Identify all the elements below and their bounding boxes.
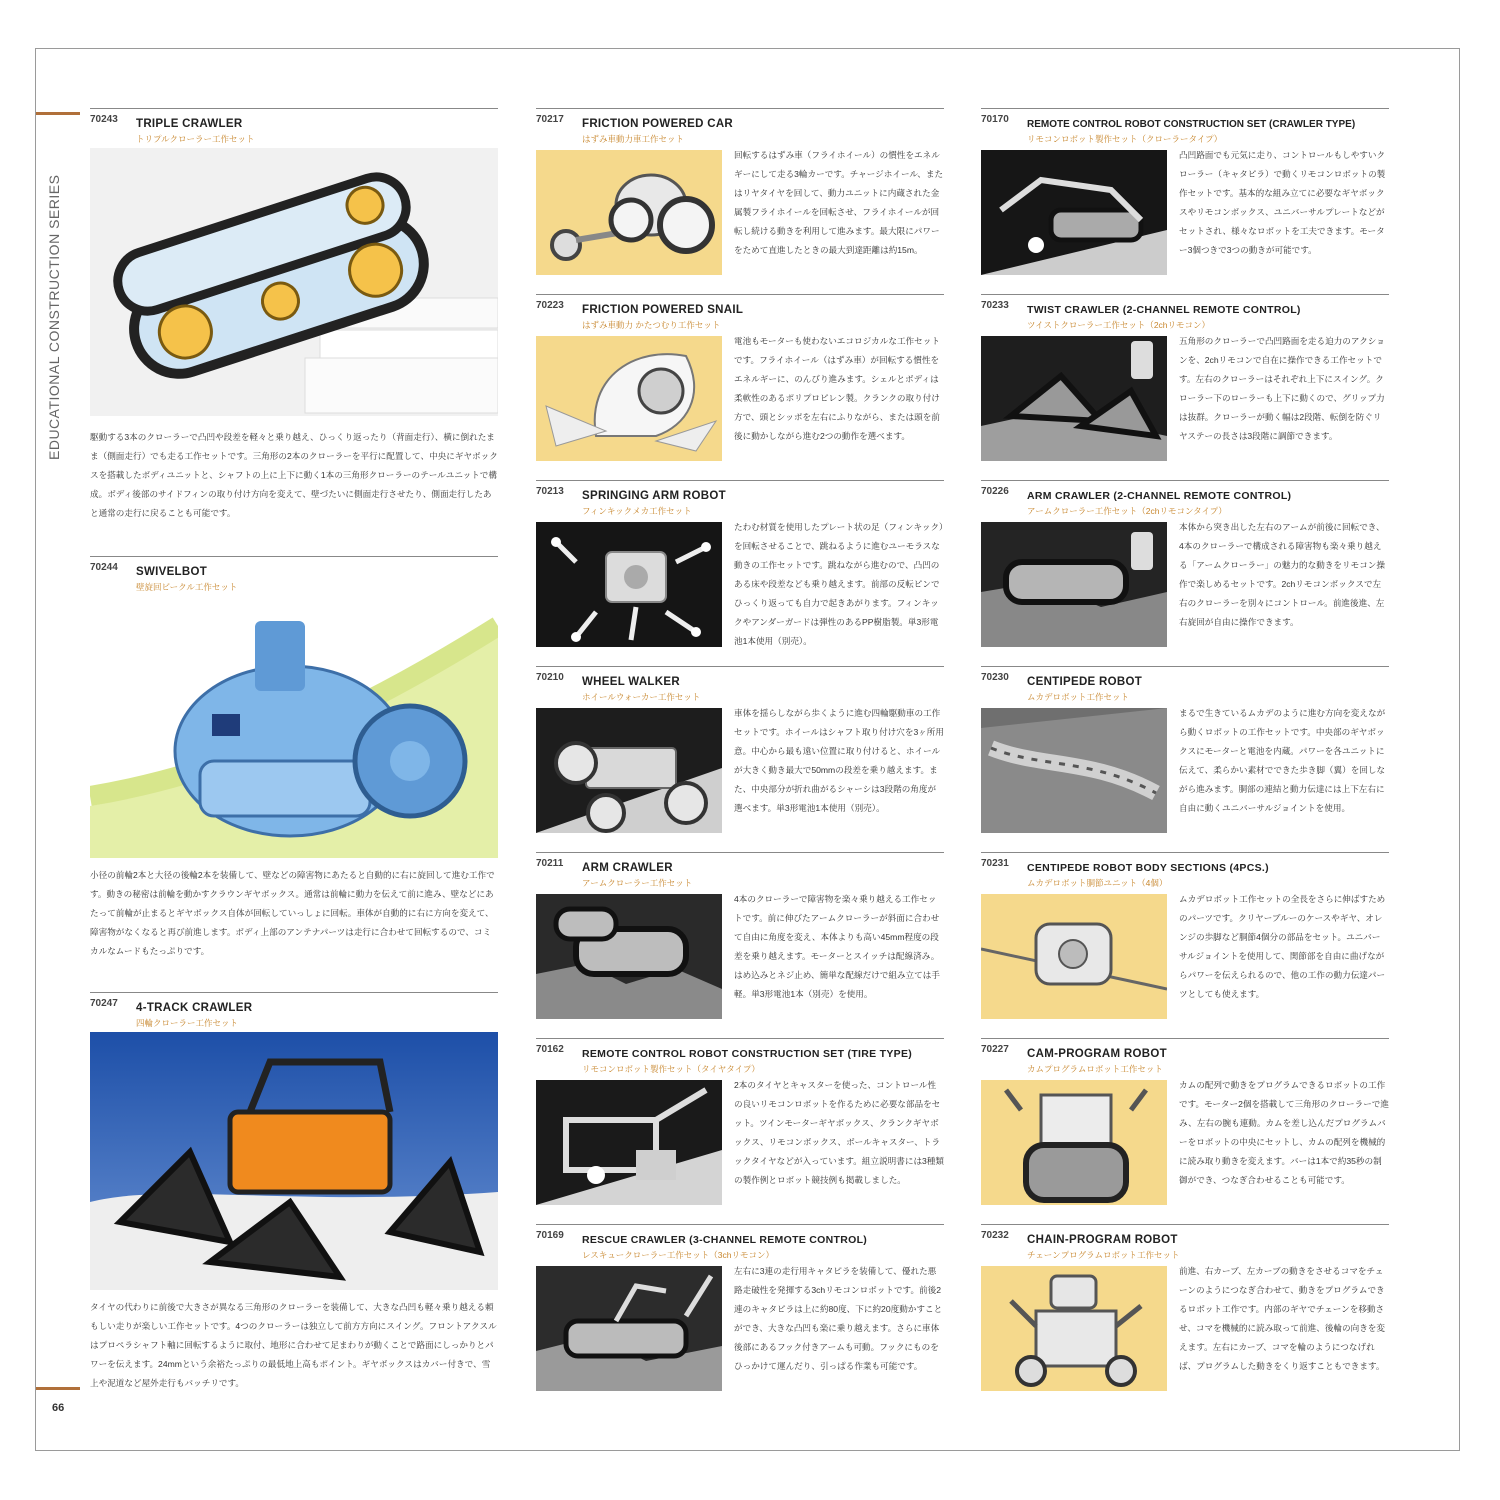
product-photo-springing-arm-robot bbox=[536, 522, 722, 647]
product-name: CENTIPEDE ROBOT BODY SECTIONS (4PCS.) bbox=[1027, 862, 1269, 874]
product-entry-arm-crawler-rc bbox=[981, 480, 1389, 516]
product-photo-friction-powered-car bbox=[536, 150, 722, 275]
product-entry-friction-powered-snail bbox=[536, 294, 944, 330]
product-entry-chain-program-robot bbox=[981, 1224, 1389, 1260]
product-name: 4-TRACK CRAWLER bbox=[136, 1002, 253, 1014]
product-name: SPRINGING ARM ROBOT bbox=[582, 490, 726, 502]
product-subtitle: フィンキックメカ工作セット bbox=[582, 506, 692, 516]
product-name: WHEEL WALKER bbox=[582, 676, 680, 688]
product-description: 回転するはずみ車（フライホイール）の慣性をエネルギーにして走る3輪カーです。チャージホイール、またはリヤタイヤを回して、動力ユニットに内蔵された金属製フライホイールを回転させ、フライホイールが回転し続ける動きを利用して進みます。最大限にパワーをためて直進したときの最大到達距離は約15m。 bbox=[734, 150, 944, 255]
product-code: 70227 bbox=[981, 1044, 1009, 1055]
product-photo-triple-crawler bbox=[90, 148, 498, 416]
product-description: 4本のクローラーで障害物を楽々乗り越える工作セットです。前に伸びたアームクローラーが斜面に合わせて自由に角度を変え、本体よりも高い45mm程度の段差を乗り越えます。モーターとスイッチは配線済み。はめ込みとネジ止め、簡単な配線だけで組み立ては手軽。単3形電池1本（別売）を使用。 bbox=[734, 894, 940, 999]
product-name: RESCUE CRAWLER (3-CHANNEL REMOTE CONTROL) bbox=[582, 1234, 868, 1246]
product-photo-friction-powered-snail bbox=[536, 336, 722, 461]
product-photo-centipede-robot bbox=[981, 708, 1167, 833]
product-code: 70231 bbox=[981, 858, 1009, 869]
product-code: 70211 bbox=[536, 858, 564, 869]
product-subtitle: カムプログラムロボット工作セット bbox=[1027, 1064, 1163, 1074]
product-photo-chain-program-robot bbox=[981, 1266, 1167, 1391]
series-title: EDUCATIONAL CONSTRUCTION SERIES bbox=[46, 174, 62, 460]
product-subtitle: ムカデロボット胴節ユニット（4個） bbox=[1027, 878, 1168, 888]
product-photo-wheel-walker bbox=[536, 708, 722, 833]
product-entry-remote-control-robot-crawler bbox=[981, 108, 1389, 144]
product-description: 本体から突き出した左右のアームが前後に回転でき、4本のクローラーで構成される障害物も楽々乗り越える「アームクローラー」の魅力的な動きをリモコン操作で楽しめるセットです。2chリモコンボックスで左右のクローラーを別々にコントロール。前進後進、左右旋回が自由に操作できます。 bbox=[1179, 522, 1385, 627]
product-subtitle: 四輪クローラー工作セット bbox=[136, 1018, 239, 1028]
product-subtitle: チェーンプログラムロボット工作セット bbox=[1027, 1250, 1180, 1260]
product-description: 小径の前輪2本と大径の後輪2本を装備して、壁などの障害物にあたると自動的に右に旋回して進む工作です。動きの秘密は前輪を動かすクラウンギヤボックス。通常は前輪に動力を伝えて前に進み、壁などにあたって前輪が止まるとギヤボックス自体が回転していっしょに回転。車体が自動的に右に方向を変えて、障害物がなくなると再び前進します。ボディ上部のアンテナパーツは走行に合わせて回転するので、コミカルなムードもたっぷりです。 bbox=[90, 870, 495, 956]
product-entry-friction-powered-car bbox=[536, 108, 944, 144]
product-description: 五角形のクローラーで凸凹路面を走る迫力のアクションを、2chリモコンで自在に操作できる工作セットです。左右のクローラーはそれぞれ上下にスイング。クローラー下のローラーも上下に動くので、グリップ力は抜群。クローラーが動く幅は2段階、転倒を防ぐリヤステーの長さは3段階に調節できます。 bbox=[1179, 336, 1385, 441]
product-subtitle: 壁旋回ビークル工作セット bbox=[136, 582, 238, 592]
product-entry-remote-control-robot-tire bbox=[536, 1038, 944, 1074]
product-description: カムの配列で動きをプログラムできるロボットの工作です。モーター2個を搭載して三角形のクローラーで進み、左右の腕も連動。カムを差し込んだプログラムバーをロボットの中央にセットし、カムの配列を機械的に読み取り動きを変えます。バーは1本で約35秒の制御ができ、つなぎ合わせることも可能です。 bbox=[1179, 1080, 1389, 1185]
product-subtitle: はずみ車動力車工作セット bbox=[582, 134, 685, 144]
product-name: TWIST CRAWLER (2-CHANNEL REMOTE CONTROL) bbox=[1027, 304, 1301, 316]
product-code: 70223 bbox=[536, 300, 564, 311]
product-description: 車体を揺らしながら歩くように進む四輪駆動車の工作セットです。ホイールはシャフト取り付け穴を3ヶ所用意。中心から最も遠い位置に取り付けると、ホイールが大きく動き最大で50mmの段差を乗り越えます。また、中央部分が折れ曲がるシャーシは3段階の角度が選べます。単3形電池1本使用（別売）。 bbox=[734, 708, 944, 813]
product-code: 70210 bbox=[536, 672, 564, 683]
product-photo-twist-crawler bbox=[981, 336, 1167, 461]
product-code: 70247 bbox=[90, 998, 118, 1009]
product-photo-rescue-crawler bbox=[536, 1266, 722, 1391]
product-name: SWIVELBOT bbox=[136, 566, 208, 578]
product-description: 左右に3連の走行用キャタピラを装備して、優れた悪路走破性を発揮する3chリモコンロボットです。前後2連のキャタピラは上に約80度、下に約20度動かすことができ、大きな凸凹も楽に乗り越えます。さらに車体後部にあるフック付きアームも可動。フックにものをひっかけて運んだり、引っぱる作業も可能です。 bbox=[734, 1266, 943, 1371]
product-code: 70232 bbox=[981, 1230, 1009, 1241]
product-photo-4-track-crawler bbox=[90, 1032, 498, 1290]
accent-bar-top bbox=[36, 112, 80, 115]
product-subtitle: トリプルクローラー工作セット bbox=[136, 134, 255, 144]
product-entry-centipede-body-sections bbox=[981, 852, 1389, 888]
product-name: CENTIPEDE ROBOT bbox=[1027, 676, 1143, 688]
product-subtitle: ムカデロボット工作セット bbox=[1027, 692, 1130, 702]
product-code: 70217 bbox=[536, 114, 564, 125]
product-subtitle: ホイールウォーカー工作セット bbox=[582, 692, 701, 702]
product-code: 70162 bbox=[536, 1044, 564, 1055]
product-entry-wheel-walker bbox=[536, 666, 944, 702]
product-entry-twist-crawler bbox=[981, 294, 1389, 330]
product-photo-remote-control-robot-crawler bbox=[981, 150, 1167, 275]
product-code: 70244 bbox=[90, 562, 118, 573]
product-name: REMOTE CONTROL ROBOT CONSTRUCTION SET (CRAWLER TYPE) bbox=[1027, 119, 1356, 130]
product-photo-remote-control-robot-tire bbox=[536, 1080, 722, 1205]
product-entry-arm-crawler bbox=[536, 852, 944, 888]
product-code: 70169 bbox=[536, 1230, 564, 1241]
product-photo-cam-program-robot bbox=[981, 1080, 1167, 1205]
product-subtitle: アームクローラー工作セット（2chリモコンタイプ） bbox=[1027, 506, 1227, 516]
product-description: たわむ材質を使用したプレート状の足（フィンキック）を回転させることで、跳ねるように進むユーモラスな動きの工作セットです。跳ねながら進むので、凸凹のある床や段差なども乗り越えます。前部の反転ピンでひっくり返っても自力で起きあがります。フィンキックやアンダーガードは弾性のあるPP樹脂製。単3形電池1本使用（別売）。 bbox=[734, 522, 944, 646]
product-subtitle: リモコンロボット製作セット（クローラータイプ） bbox=[1027, 134, 1223, 144]
product-name: REMOTE CONTROL ROBOT CONSTRUCTION SET (TIRE TYPE) bbox=[582, 1048, 913, 1060]
product-name: FRICTION POWERED SNAIL bbox=[582, 304, 744, 316]
product-name: CHAIN-PROGRAM ROBOT bbox=[1027, 1234, 1178, 1246]
product-code: 70170 bbox=[981, 114, 1009, 125]
product-subtitle: はずみ車動力 かたつむり工作セット bbox=[582, 320, 721, 330]
product-name: ARM CRAWLER (2-CHANNEL REMOTE CONTROL) bbox=[1027, 490, 1292, 502]
product-description: 電池もモーターも使わないエコロジカルな工作セットです。フライホイール（はずみ車）が回転する慣性をエネルギーに、のんびり進みます。シェルとボディは柔軟性のあるポリプロピレン製。クランクの取り付け方で、頭とシッポを左右にふりながら、または頭を前後に動かしながら進む2つの動作を選べます。 bbox=[734, 336, 940, 441]
product-subtitle: アームクローラー工作セット bbox=[582, 878, 693, 888]
product-name: ARM CRAWLER bbox=[582, 862, 673, 874]
product-description: 凸凹路面でも元気に走り、コントロールもしやすいクローラー（キャタピラ）で動くリモコンロボットの製作セットです。基本的な組み立てに必要なギヤボックスやリモコンボックス、ユニバーサルプレートなどがセットされ、様々なロボットを工夫できます。モーター3個つきで3つの動きが可能です。 bbox=[1179, 150, 1386, 255]
product-entry-triple-crawler bbox=[90, 108, 498, 144]
product-subtitle: レスキュークローラー工作セット（3chリモコン） bbox=[582, 1250, 774, 1260]
product-entry-4-track-crawler bbox=[90, 992, 498, 1028]
product-entry-swivelbot bbox=[90, 556, 498, 592]
product-code: 70226 bbox=[981, 486, 1009, 497]
product-code: 70213 bbox=[536, 486, 564, 497]
product-entry-cam-program-robot bbox=[981, 1038, 1389, 1074]
product-code: 70243 bbox=[90, 114, 118, 125]
product-description: まるで生きているムカデのように進む方向を変えながら動くロボットの工作セットです。中央部のギヤボックスにモーターと電池を内蔵。パワーを各ユニットに伝えて、柔らかい素材でできた歩き脚（翼）を回しながら進みます。胴部の連結と動力伝達には上下左右に自由に動くユニバーサルジョイントを使用。 bbox=[1179, 708, 1386, 813]
product-description: ムカデロボット工作セットの全長をさらに伸ばすためのパーツです。クリヤーブルーのケースやギヤ、オレンジの歩脚など胴節4個分の部品をセット。ユニバーサルジョイントを使用して、関節部を自由に曲げながらパワーを伝えられるので、他の工作の動力伝達パーツとしても使えます。 bbox=[1179, 894, 1386, 999]
page-number: 66 bbox=[52, 1402, 65, 1414]
product-entry-rescue-crawler bbox=[536, 1224, 944, 1260]
product-subtitle: ツイストクローラー工作セット（2chリモコン） bbox=[1027, 320, 1211, 330]
product-entry-springing-arm-robot bbox=[536, 480, 944, 516]
product-description: タイヤの代わりに前後で大きさが異なる三角形のクローラーを装備して、大きな凸凹も軽々乗り越える頼もしい走りが楽しい工作セットです。4つのクローラーは独立して前方方向にスイング。フロントアクスルはプロペラシャフト軸に回転するように取付、地形に合わせて足まわりが動くことで路面にしっかりとパワーを伝えます。24mmという余裕たっぷりの最低地上高もポイント。ギヤボックスはカバー付きで、雪上や泥道など屋外走行もバッチリです。 bbox=[90, 1302, 497, 1388]
accent-bar-bottom bbox=[36, 1387, 80, 1390]
product-photo-arm-crawler bbox=[536, 894, 722, 1019]
product-code: 70230 bbox=[981, 672, 1009, 683]
product-description: 2本のタイヤとキャスターを使った、コントロール性の良いリモコンロボットを作るために必要な部品をセット。ツインモーターギヤボックス、クランクギヤボックス、リモコンボックス、ボールキャスター、トラックタイヤなどが入っています。組立説明書には3種類の製作例とロボット競技例も掲載しました。 bbox=[734, 1080, 944, 1185]
product-photo-centipede-body-sections bbox=[981, 894, 1167, 1019]
product-photo-swivelbot bbox=[90, 596, 498, 858]
product-subtitle: リモコンロボット製作セット（タイヤタイプ） bbox=[582, 1064, 760, 1074]
product-name: TRIPLE CRAWLER bbox=[136, 118, 243, 130]
product-name: CAM-PROGRAM ROBOT bbox=[1027, 1048, 1167, 1060]
product-description: 前進、右カーブ、左カーブの動きをさせるコマをチェーンのようにつなぎ合わせて、動きをプログラムできるロボット工作です。内部のギヤでチェーンを移動させ、コマを機械的に読み取って前進、後輪の向きを変えます。左右にカーブ、コマを輪のようにつなげれば、プログラムした動きをくり返すこともできます。 bbox=[1179, 1266, 1385, 1371]
product-entry-centipede-robot bbox=[981, 666, 1389, 702]
product-photo-arm-crawler-rc bbox=[981, 522, 1167, 647]
product-name: FRICTION POWERED CAR bbox=[582, 118, 734, 130]
product-description: 駆動する3本のクローラーで凸凹や段差を軽々と乗り越え、ひっくり返ったり（背面走行）、横に倒れたまま（側面走行）でも走る工作セットです。三角形の2本のクローラーを平行に配置して、中央にギヤボックスを搭載したボディユニットと、シャフトの上に上下に動く1本の三角形クローラーのテールユニットで構成。ボディ後部のサイドフィンの取り付け方向を変えて、壁づたいに側面走行させたり、側面走行したあと通常の走行に戻ることも可能です。 bbox=[90, 432, 498, 518]
product-code: 70233 bbox=[981, 300, 1009, 311]
